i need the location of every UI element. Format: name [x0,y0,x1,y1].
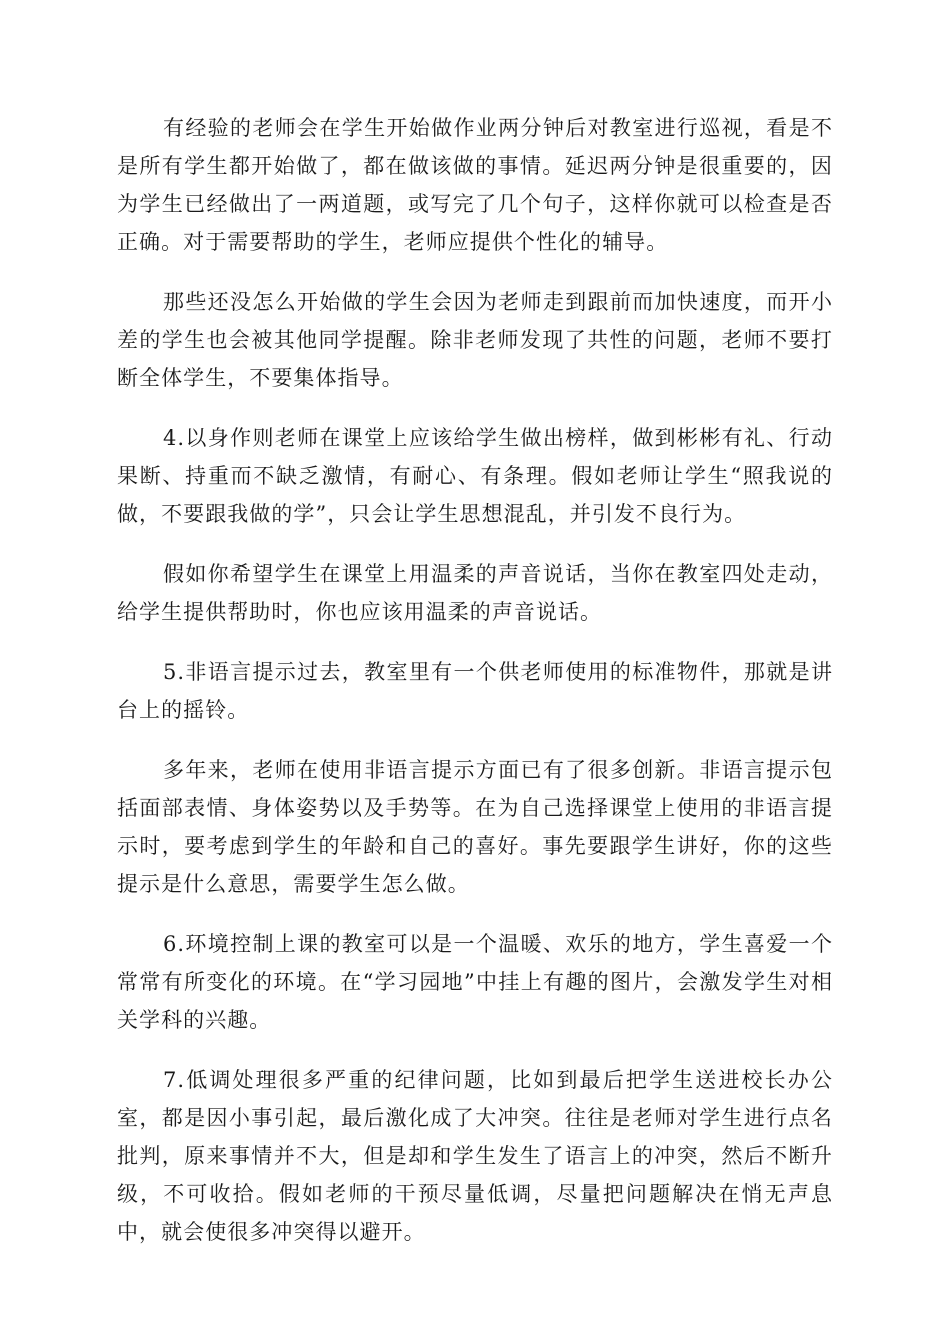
paragraph-environment-control: 6.环境控制上课的教室可以是一个温暖、欢乐的地方，学生喜爱一个常常有所变化的环境。在“学习园地”中挂上有趣的图片，会激发学生对相关学科的兴趣。 [117,932,833,1032]
paragraph-low-key-handling: 7.低调处理很多严重的纪律问题，比如到最后把学生送进校长办公室，都是因小事引起，最后激化成了大冲突。往往是老师对学生进行点名批判，原来事情并不大，但是却和学生发生了语言上的冲突，然后不断升级，不可收拾。假如老师的干预尽量低调，尽量把问题解决在悄无声息中，就会使很多冲突得以避开。 [117,1068,833,1244]
paragraph-gentle-voice: 假如你希望学生在课堂上用温柔的声音说话，当你在教室四处走动，给学生提供帮助时，你也应该用温柔的声音说话。 [117,562,833,624]
paragraph-lead-by-example: 4.以身作则老师在课堂上应该给学生做出榜样，做到彬彬有礼、行动果断、持重而不缺乏激情，有耐心、有条理。假如老师让学生“照我说的做，不要跟我做的学”，只会让学生思想混乱，并引发不良行为。 [117,426,833,526]
paragraph-nonverbal-innovation: 多年来，老师在使用非语言提示方面已有了很多创新。非语言提示包括面部表情、身体姿势以及手势等。在为自己选择课堂上使用的非语言提示时，要考虑到学生的年龄和自己的喜好。事先要跟学生讲好，你的这些提示是什么意思，需要学生怎么做。 [117,758,833,896]
paragraph-nonverbal-cues: 5.非语言提示过去，教室里有一个供老师使用的标准物件，那就是讲台上的摇铃。 [117,660,833,722]
paragraph-teacher-patrol: 有经验的老师会在学生开始做作业两分钟后对教室进行巡视，看是不是所有学生都开始做了，都在做该做的事情。延迟两分钟是很重要的，因为学生已经做出了一两道题，或写完了几个句子，这样你就可以检查是否正确。对于需要帮助的学生，老师应提供个性化的辅导。 [117,116,833,254]
paragraph-slow-students: 那些还没怎么开始做的学生会因为老师走到跟前而加快速度，而开小差的学生也会被其他同学提醒。除非老师发现了共性的问题，老师不要打断全体学生，不要集体指导。 [117,290,833,390]
document-page [117,109,833,1273]
